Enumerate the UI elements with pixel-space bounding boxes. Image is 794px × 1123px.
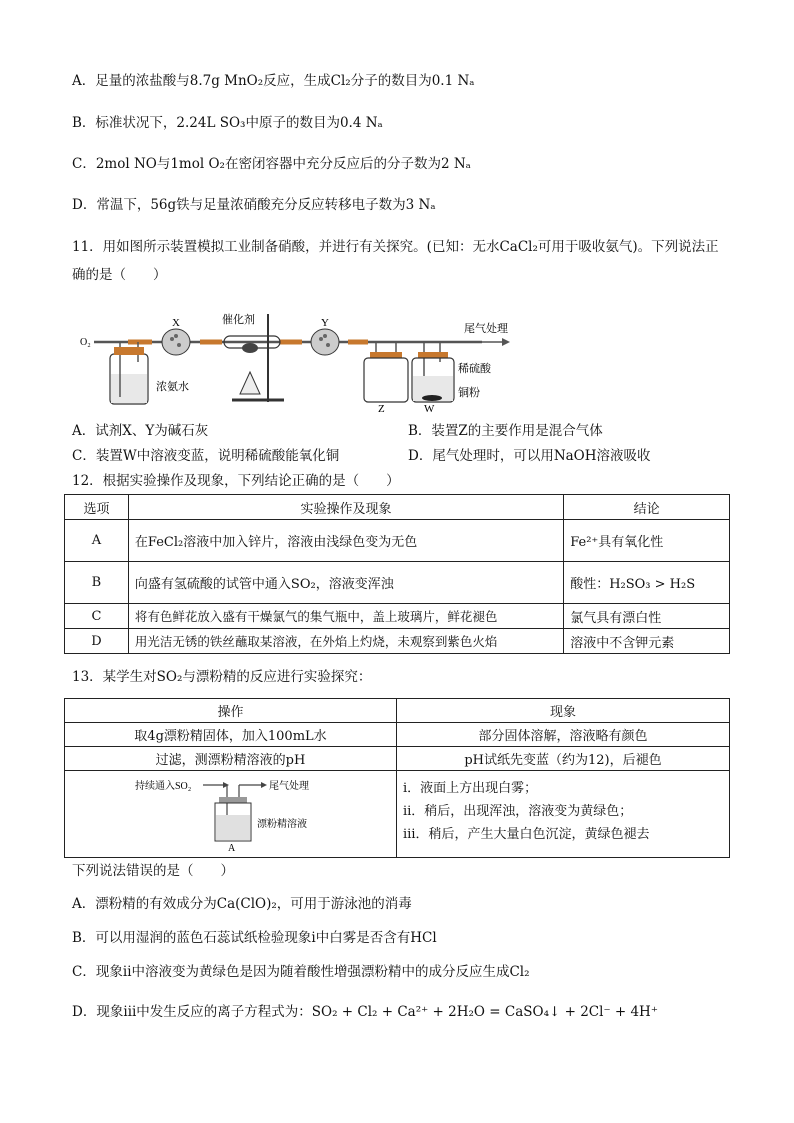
q13-stem: 13．某学生对SO₂与漂粉精的反应进行实验探究：: [72, 669, 372, 685]
q13-observations-cell: [396, 771, 729, 858]
solution-label: 漂粉精溶液: [257, 819, 307, 830]
q12-row-a-option: A: [65, 520, 129, 562]
q12-stem: 12．根据实验操作及现象，下列结论正确的是（ ）: [72, 473, 400, 489]
q12-header-conclusion: 结论: [564, 495, 730, 520]
q12-row-b-operation: 向盛有氢硫酸的试管中通入SO₂，溶液变浑浊: [128, 562, 563, 604]
z-label: Z: [378, 403, 385, 415]
table-row: [65, 520, 730, 562]
q10-option-a: A．足量的浓盐酸与8.7g MnO₂反应，生成Cl₂分子的数目为0.1 Nₐ: [72, 73, 475, 89]
q12-row-c-conclusion: 氯气具有漂白性: [564, 604, 730, 629]
q12-row-d-operation: 用光洁无锈的铁丝蘸取某溶液，在外焰上灼烧，未观察到紫色火焰: [128, 629, 563, 654]
table-row: [65, 771, 730, 858]
q12-row-c-operation: 将有色鲜花放入盛有干燥氯气的集气瓶中，盖上玻璃片，鲜花褪色: [128, 604, 563, 629]
q12-row-a-conclusion: Fe²⁺具有氧化性: [564, 520, 730, 562]
q13-diagram-cell: [65, 771, 397, 858]
tail-label: 尾气处理: [269, 781, 309, 792]
nitric-acid-apparatus-diagram: [72, 312, 532, 416]
table-row: [65, 629, 730, 654]
y-label: Y: [321, 317, 329, 329]
q12-table: [64, 494, 730, 654]
q13-observation-1: ⅰ．液面上方出现白雾；: [402, 781, 538, 796]
q12-row-b-conclusion: 酸性：H₂SO₃ > H₂S: [564, 562, 730, 604]
q13-option-c: C．现象ⅱ中溶液变为黄绿色是因为随着酸性增强漂粉精中的成分反应生成Cl₂: [72, 964, 530, 980]
q11-option-a: A．试剂X、Y为碱石灰: [72, 423, 209, 439]
catalyst-label: 催化剂: [222, 314, 255, 326]
q13-header-row: [65, 699, 730, 723]
q10-option-d: D．常温下，56g铁与足量浓硝酸充分反应转移电子数为3 Nₐ: [72, 197, 436, 213]
q12-header-row: [65, 495, 730, 520]
q11-option-d: D．尾气处理时，可以用NaOH溶液吸收: [408, 448, 651, 464]
q13-header-operation: 操作: [65, 699, 397, 723]
x-label: X: [172, 317, 180, 329]
q13-option-a: A．漂粉精的有效成分为Ca(ClO)₂，可用于游泳池的消毒: [72, 896, 412, 912]
tail-gas-label: 尾气处理: [464, 323, 508, 335]
ammonia-label: 浓氨水: [156, 381, 189, 393]
a-label: A: [228, 843, 236, 853]
q11-stem: 11．用如图所示装置模拟工业制备硝酸，并进行有关探究。(已知：无水CaCl₂可用于吸收氨气)。下列说法正确的是（ ）: [72, 239, 719, 283]
q10-option-c: C．2mol NO与1mol O₂在密闭容器中充分反应后的分子数为2 Nₐ: [72, 156, 471, 172]
q12-row-c-option: C: [65, 604, 129, 629]
w-label: W: [424, 403, 435, 415]
table-row: [65, 747, 730, 771]
table-row: [65, 723, 730, 747]
q13-row-2-operation: 过滤，测漂粉精溶液的pH: [65, 747, 397, 771]
q12-header-operation: 实验操作及现象: [128, 495, 563, 520]
copper-label: 铜粉: [458, 387, 480, 399]
q11-option-b: B．装置Z的主要作用是混合气体: [408, 423, 603, 439]
q13-option-b: B．可以用湿润的蓝色石蕊试纸检验现象ⅰ中白雾是否含有HCl: [72, 930, 437, 946]
so2-bleach-apparatus-diagram: [65, 771, 395, 853]
q13-header-phenomenon: 现象: [396, 699, 729, 723]
q11-option-c: C．装置W中溶液变蓝，说明稀硫酸能氧化铜: [72, 448, 340, 464]
q13-sub-stem: 下列说法错误的是（ ）: [72, 863, 234, 879]
q12-row-a-operation: 在FeCl₂溶液中加入锌片，溶液由浅绿色变为无色: [128, 520, 563, 562]
q12-row-d-conclusion: 溶液中不含钾元素: [564, 629, 730, 654]
q13-observation-3: ⅲ．稍后，产生大量白色沉淀，黄绿色褪去: [402, 827, 650, 842]
q13-row-1-operation: 取4g漂粉精固体，加入100mL水: [65, 723, 397, 747]
q13-table: [64, 698, 730, 858]
q12-row-d-option: D: [65, 629, 129, 654]
so2-inlet-label: 持续通入SO₂: [135, 781, 192, 792]
table-row: [65, 562, 730, 604]
o2-label: O₂: [80, 337, 91, 348]
table-row: [65, 604, 730, 629]
dilute-acid-label: 稀硫酸: [458, 363, 491, 375]
q12-header-option: 选项: [65, 495, 129, 520]
q13-row-1-phenomenon: 部分固体溶解，溶液略有颜色: [396, 723, 729, 747]
q12-row-b-option: B: [65, 562, 129, 604]
q13-option-d: D．现象ⅲ中发生反应的离子方程式为：SO₂ + Cl₂ + Ca²⁺ + 2H₂O = CaSO₄↓ + 2Cl⁻ + 4H⁺: [72, 1004, 658, 1020]
q13-observation-2: ⅱ．稍后，出现浑浊，溶液变为黄绿色；: [402, 804, 633, 819]
q10-option-b: B．标准状况下，2.24L SO₃中原子的数目为0.4 Nₐ: [72, 115, 383, 131]
q13-row-2-phenomenon: pH试纸先变蓝（约为12)，后褪色: [396, 747, 729, 771]
